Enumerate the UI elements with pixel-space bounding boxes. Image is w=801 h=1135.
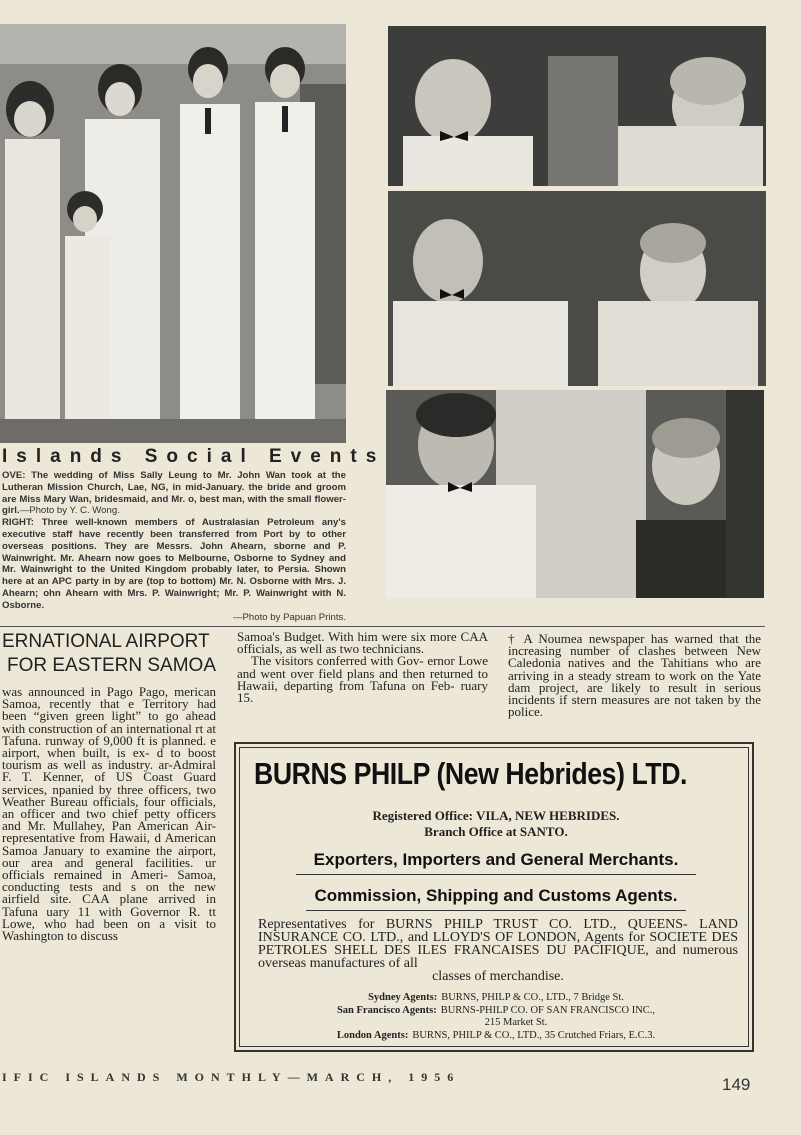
- advert-company: BURNS PHILP (New Hebrides) LTD.: [254, 756, 688, 791]
- agent-san-francisco: [236, 1005, 756, 1018]
- section-divider: [0, 626, 765, 627]
- section-heading: Islands Social Events: [2, 446, 386, 467]
- article-title-line1: ERNATIONAL AIRPORT: [2, 631, 210, 652]
- caption-credit: —Photo by Y. C. Wong.: [19, 505, 120, 517]
- agent-sf-address: 215 Market St.: [484, 1017, 548, 1028]
- party-photo-middle: [388, 191, 766, 386]
- agent-sydney-value: BURNS, PHILP & CO., LTD., 7 Bridge St.: [441, 992, 624, 1003]
- agent-sf-value: BURNS-PHILP CO. OF SAN FRANCISCO INC.,: [440, 1004, 656, 1016]
- agent-san-francisco-address: [236, 1017, 756, 1030]
- caption-credit-2: —Photo by Papuan Prints.: [232, 611, 346, 623]
- advert-body: [258, 918, 738, 983]
- wedding-photo: [0, 24, 346, 443]
- caption-text-2: RIGHT: Three well-known members of Australasian Petroleum any's executive staff have recently been transferred from Port by to other overseas positions. They are Messrs. John Ahearn, sborne and P. Wainwright. Mr. Ahearn now goes to Melbourne, Osborne to Sydney and Mr. Wainwright to the United Kingdom probably later, to Persia. Shown here at an APC party in by are (top to bottom) Mr. N. Osborne with Mrs. J. Ahearn; ohn Ahearn with Mrs. P. Wainwright; Mr. P. Wainwright with N. Osborne.: [2, 517, 346, 611]
- advert-body-last: classes of merchandise.: [432, 969, 564, 984]
- agent-london-label: London Agents:: [336, 1029, 409, 1041]
- advert-body-text: Representatives for BURNS PHILP TRUST CO. LTD., QUEENS- LAND INSURANCE CO. LTD., and LLOYD'S OF LONDON, Agents for SOCIETE DES PETROLES SHELL DES ILES FRANCAISES DU PACIFIQUE, and numerous overseas manufactures of all: [258, 917, 738, 971]
- article-body-1: was announced in Pago Pago, merican Samoa, recently that e Territory had been “given green light” to go ahead with construction of an international rt at Tafuna. runway of 9,000 ft is planned. e airport, when built, is ex- d to boost tourism as well as industry. ar-Admiral F. T. Kenner, of US Coast Guard services, npanied by three officers, two Weather Bureau officials, four officials, an officer and two chief petty officers and Mr. Mullahey, Pan American Air- representative from Hawaii, d American Samoa January to examine the airport, our area and general facilities. ur officials remained in Ameri- Samoa, conducting tests and s on the new airfield site. CAA plane arrived in Tafuna uary 11 with Governor R. tt Lowe, who had been on a visit to Washington to discuss: [2, 684, 216, 944]
- noumea-text: † A Noumea newspaper has warned that the increasing number of clashes between New Caledonia natives and the Tahitians who are arriving in a steady stream to work on the Yate dam project, are likely to result in serious incidents if stern measures are not taken by the police.: [508, 631, 761, 720]
- advert-branch-office: Branch Office at SANTO.: [424, 824, 568, 839]
- article-body-2: Samoa's Budget. With him were six more CAA officials, as well as two technicians.: [237, 629, 488, 657]
- agent-london-value: BURNS, PHILP & CO., LTD., 35 Crutched Friars, E.C.3.: [412, 1029, 656, 1041]
- agent-sydney-label: Sydney Agents:: [368, 992, 438, 1003]
- advert-rule-1: [296, 874, 696, 875]
- party-photo-bottom: [386, 390, 764, 598]
- agent-sydney: [236, 992, 756, 1005]
- agent-sf-label: San Francisco Agents:: [336, 1004, 437, 1016]
- advert-agents: [236, 992, 756, 1042]
- photo-caption: [2, 470, 346, 623]
- noumea-column: [508, 633, 761, 718]
- burns-philp-advert: [234, 742, 754, 1052]
- party-photo-top: [388, 26, 766, 186]
- advert-registered-office: Registered Office: VILA, NEW HEBRIDES.: [372, 808, 620, 823]
- article-column-2: [237, 631, 488, 704]
- article-title-line2: FOR EASTERN SAMOA: [6, 655, 216, 676]
- article-body-3: The visitors conferred with Gov- ernor Lowe and went over field plans and then returned to Hawaii, departing from Tafuna on Feb- ruary 15.: [237, 653, 488, 706]
- running-footer: IFIC ISLANDS MONTHLY—MARCH, 1956: [2, 1070, 461, 1084]
- article-title: [2, 630, 216, 678]
- advert-line-exporters: Exporters, Importers and General Merchants.: [313, 850, 679, 869]
- article-column-1: [2, 686, 216, 942]
- agent-london: [236, 1030, 756, 1043]
- caption-text: OVE: The wedding of Miss Sally Leung to Mr. John Wan took at the Lutheran Mission Church, Lae, NG, in mid-January. the bride and groom are Miss Mary Wan, bridesmaid, and Mr. o, best man, with the small flower-girl.: [2, 470, 346, 517]
- page-number: 149: [722, 1075, 751, 1094]
- advert-rule-2: [306, 910, 686, 911]
- advert-line-commission: Commission, Shipping and Customs Agents.: [314, 886, 678, 905]
